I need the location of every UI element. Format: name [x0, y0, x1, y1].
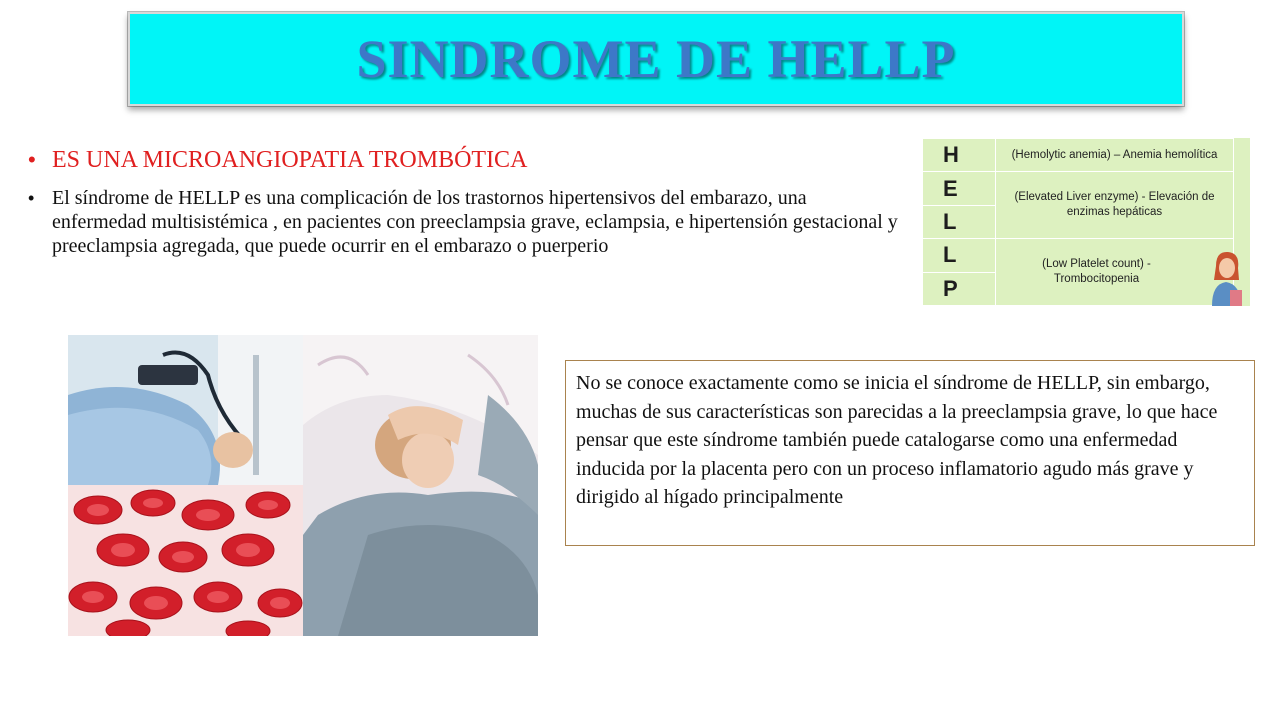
acronym-description: (Low Platelet count) - Trombocitopenia	[996, 239, 1234, 306]
acronym-letter: E	[923, 172, 996, 205]
acronym-letter: L	[923, 239, 996, 272]
acronym-description: (Hemolytic anemia) – Anemia hemolítica	[996, 139, 1234, 172]
acronym-letter: H	[923, 139, 996, 172]
info-text-box	[565, 360, 1255, 546]
bullet-item	[28, 186, 898, 258]
bullet-item	[28, 144, 898, 176]
slide-title: SINDROME DE HELLP	[356, 29, 956, 89]
bullet-icon: •	[28, 188, 35, 208]
photo-illustration	[68, 335, 538, 636]
medical-photo-collage	[68, 335, 538, 636]
acronym-letter: L	[923, 205, 996, 238]
bullet-text: ES UNA MICROANGIOPATIA TROMBÓTICA	[52, 147, 528, 173]
acronym-letter: P	[923, 272, 996, 305]
bullet-text: El síndrome de HELLP es una complicación de los trastornos hipertensivos del embarazo, una enfermedad multisistémica , en pacientes con preeclampsia grave, eclampsia, e hipertensión gestacional y preeclampsia agregada, que puede ocurrir en el embarazo o puerperio	[52, 187, 898, 257]
bullet-icon: •	[28, 147, 36, 172]
bullet-list	[28, 140, 898, 258]
hellp-acronym-table	[922, 138, 1250, 306]
woman-illustration-icon	[1206, 246, 1246, 306]
title-banner	[128, 12, 1184, 106]
info-text: No se conoce exactamente como se inicia el síndrome de HELLP, sin embargo, muchas de sus características son parecidas a la preeclampsia grave, lo que hace pensar que este síndrome también puede catalogarse como una enfermedad inducida por la placenta pero con un proceso inflamatorio agudo más grave y dirigido al hígado principalmente	[576, 372, 1218, 508]
acronym-description: (Elevated Liver enzyme) - Elevación de enzimas hepáticas	[996, 172, 1234, 239]
